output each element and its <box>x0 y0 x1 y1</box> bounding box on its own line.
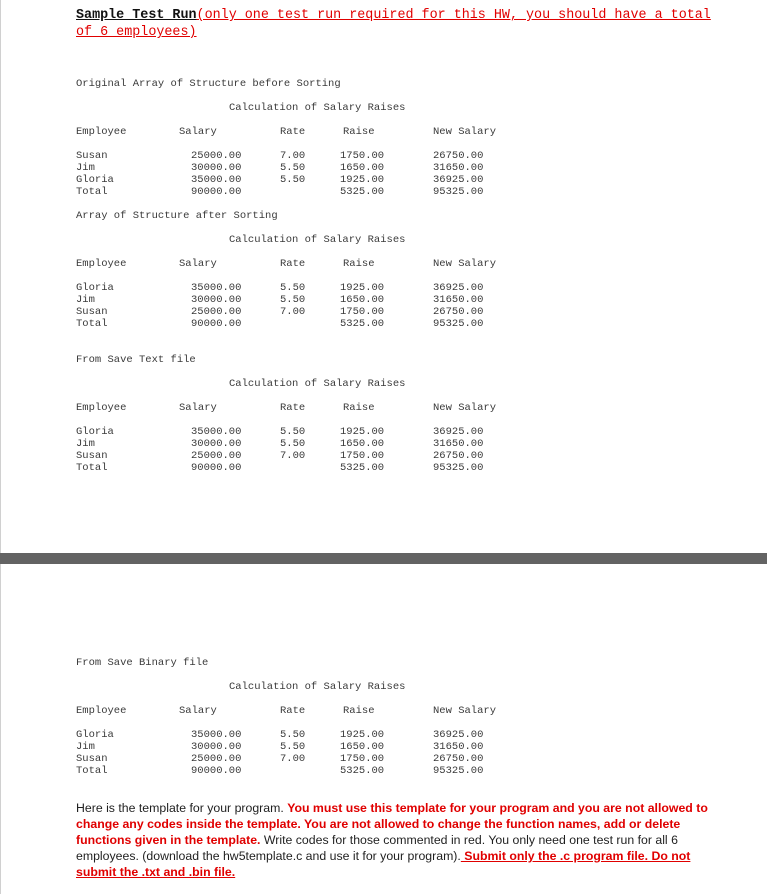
section-label: From Save Text file <box>76 354 196 366</box>
total-raise: 5325.00 <box>340 186 385 198</box>
row-raise: 1750.00 <box>340 753 385 765</box>
total-label: Total <box>76 186 108 198</box>
row-new-salary: 36925.00 <box>433 729 484 741</box>
row-rate: 7.00 <box>280 150 306 162</box>
row-rate: 5.50 <box>280 294 306 306</box>
row-employee: Susan <box>76 306 108 318</box>
row-employee: Gloria <box>76 426 114 438</box>
row-salary: 25000.00 <box>191 306 242 318</box>
section-label: From Save Binary file <box>76 657 209 669</box>
total-raise: 5325.00 <box>340 462 385 474</box>
row-raise: 1650.00 <box>340 294 385 306</box>
header-new-salary: New Salary <box>433 126 497 138</box>
row-employee: Jim <box>76 741 95 753</box>
total-label: Total <box>76 318 108 330</box>
row-new-salary: 26750.00 <box>433 150 484 162</box>
row-new-salary: 36925.00 <box>433 282 484 294</box>
header-new-salary: New Salary <box>433 705 497 717</box>
row-new-salary: 31650.00 <box>433 438 484 450</box>
instructions-part-2: You must use this template for your program and you are not allowed to change any codes inside the template. You are not allowed to change the function names, add or delete functions given in the template. <box>76 801 708 847</box>
section-label: Original Array of Structure before Sorting <box>76 78 341 90</box>
total-salary: 90000.00 <box>191 186 242 198</box>
row-employee: Gloria <box>76 282 114 294</box>
header-employee: Employee <box>76 258 127 270</box>
row-raise: 1650.00 <box>340 162 385 174</box>
header-new-salary: New Salary <box>433 402 497 414</box>
row-new-salary: 36925.00 <box>433 174 484 186</box>
row-salary: 30000.00 <box>191 438 242 450</box>
header-raise: Raise <box>343 705 375 717</box>
row-raise: 1750.00 <box>340 150 385 162</box>
row-new-salary: 31650.00 <box>433 741 484 753</box>
header-employee: Employee <box>76 126 127 138</box>
row-new-salary: 26750.00 <box>433 753 484 765</box>
row-rate: 5.50 <box>280 282 306 294</box>
header-rate: Rate <box>280 705 306 717</box>
row-new-salary: 26750.00 <box>433 306 484 318</box>
header-employee: Employee <box>76 705 127 717</box>
calc-title: Calculation of Salary Raises <box>229 378 406 390</box>
calc-title: Calculation of Salary Raises <box>229 681 406 693</box>
row-salary: 25000.00 <box>191 450 242 462</box>
row-raise: 1750.00 <box>340 450 385 462</box>
row-salary: 35000.00 <box>191 174 242 186</box>
row-salary: 25000.00 <box>191 150 242 162</box>
row-rate: 7.00 <box>280 306 306 318</box>
header-rate: Rate <box>280 126 306 138</box>
total-label: Total <box>76 765 108 777</box>
row-employee: Jim <box>76 438 95 450</box>
header-salary: Salary <box>179 258 217 270</box>
row-rate: 5.50 <box>280 438 306 450</box>
total-label: Total <box>76 462 108 474</box>
total-raise: 5325.00 <box>340 765 385 777</box>
header-salary: Salary <box>179 126 217 138</box>
instructions-part-1: Here is the template for your program. <box>76 801 288 815</box>
row-employee: Gloria <box>76 174 114 186</box>
row-rate: 5.50 <box>280 741 306 753</box>
section-label: Array of Structure after Sorting <box>76 210 278 222</box>
row-employee: Susan <box>76 450 108 462</box>
row-new-salary: 36925.00 <box>433 426 484 438</box>
row-rate: 5.50 <box>280 426 306 438</box>
row-rate: 7.00 <box>280 450 306 462</box>
row-employee: Susan <box>76 150 108 162</box>
row-new-salary: 31650.00 <box>433 294 484 306</box>
row-employee: Gloria <box>76 729 114 741</box>
instructions-paragraph <box>76 800 716 880</box>
row-salary: 35000.00 <box>191 282 242 294</box>
row-salary: 35000.00 <box>191 729 242 741</box>
row-salary: 35000.00 <box>191 426 242 438</box>
page-separator <box>0 553 767 564</box>
row-raise: 1925.00 <box>340 426 385 438</box>
total-new-salary: 95325.00 <box>433 765 484 777</box>
total-new-salary: 95325.00 <box>433 318 484 330</box>
total-new-salary: 95325.00 <box>433 186 484 198</box>
total-new-salary: 95325.00 <box>433 462 484 474</box>
row-salary: 25000.00 <box>191 753 242 765</box>
row-raise: 1750.00 <box>340 306 385 318</box>
total-salary: 90000.00 <box>191 765 242 777</box>
instructions-part-3: Write codes for those commented in red. You only need one test run for all 6 employees. (download the hw5template.c and use it for your program). <box>76 833 678 863</box>
header-raise: Raise <box>343 258 375 270</box>
header-employee: Employee <box>76 402 127 414</box>
row-rate: 5.50 <box>280 162 306 174</box>
row-raise: 1925.00 <box>340 729 385 741</box>
header-new-salary: New Salary <box>433 258 497 270</box>
header-rate: Rate <box>280 402 306 414</box>
total-raise: 5325.00 <box>340 318 385 330</box>
row-new-salary: 31650.00 <box>433 162 484 174</box>
total-salary: 90000.00 <box>191 462 242 474</box>
header-raise: Raise <box>343 126 375 138</box>
heading <box>76 7 716 41</box>
header-salary: Salary <box>179 402 217 414</box>
header-salary: Salary <box>179 705 217 717</box>
row-employee: Susan <box>76 753 108 765</box>
row-raise: 1925.00 <box>340 174 385 186</box>
row-raise: 1650.00 <box>340 438 385 450</box>
row-new-salary: 26750.00 <box>433 450 484 462</box>
row-salary: 30000.00 <box>191 162 242 174</box>
heading-title: Sample Test Run <box>76 8 197 23</box>
calc-title: Calculation of Salary Raises <box>229 234 406 246</box>
header-raise: Raise <box>343 402 375 414</box>
row-rate: 5.50 <box>280 729 306 741</box>
row-salary: 30000.00 <box>191 294 242 306</box>
row-salary: 30000.00 <box>191 741 242 753</box>
row-employee: Jim <box>76 162 95 174</box>
heading-note: (only one test run required for this HW, you should have a total of 6 employees) <box>76 8 711 40</box>
row-raise: 1650.00 <box>340 741 385 753</box>
calc-title: Calculation of Salary Raises <box>229 102 406 114</box>
row-raise: 1925.00 <box>340 282 385 294</box>
row-rate: 5.50 <box>280 174 306 186</box>
row-employee: Jim <box>76 294 95 306</box>
instructions-part-4: Submit only the .c program file. Do not submit the .txt and .bin file. <box>76 849 691 879</box>
row-rate: 7.00 <box>280 753 306 765</box>
header-rate: Rate <box>280 258 306 270</box>
total-salary: 90000.00 <box>191 318 242 330</box>
